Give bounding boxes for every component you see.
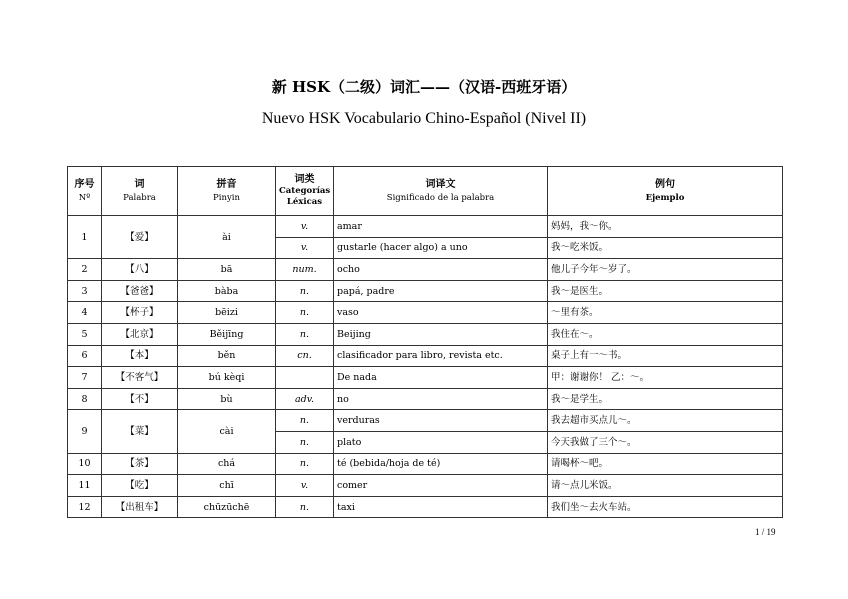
entry-translation: papá, padre <box>334 280 548 302</box>
header-translation <box>334 167 548 216</box>
table-row <box>68 496 783 518</box>
entry-word: 【不客气】 <box>102 367 178 389</box>
entry-pinyin: chūzūchē <box>178 496 276 518</box>
entry-pinyin: běn <box>178 345 276 367</box>
entry-pinyin: bàba <box>178 280 276 302</box>
entry-pos: n. <box>276 323 334 345</box>
entry-pos: n. <box>276 431 334 453</box>
entry-number: 3 <box>68 280 102 302</box>
entry-number: 2 <box>68 259 102 281</box>
entry-example: 妈妈，我～你。 <box>548 216 783 238</box>
page-number: 1 / 19 <box>755 527 776 537</box>
entry-word: 【北京】 <box>102 323 178 345</box>
table-row <box>68 475 783 497</box>
vocabulary-table <box>67 166 783 518</box>
entry-pinyin: chī <box>178 475 276 497</box>
header-category-es: Categorías Léxicas <box>279 186 331 207</box>
entry-example: 请～点儿米饭。 <box>548 475 783 497</box>
entry-example: 桌子上有一～书。 <box>548 345 783 367</box>
entry-example: 我～是学生。 <box>548 388 783 410</box>
entry-example: 请喝杯～吧。 <box>548 453 783 475</box>
table-header-row <box>68 167 783 216</box>
entry-example: 我住在～。 <box>548 323 783 345</box>
header-word <box>102 167 178 216</box>
entry-word: 【爱】 <box>102 216 178 259</box>
entry-translation: comer <box>334 475 548 497</box>
table-row <box>68 453 783 475</box>
entry-number: 6 <box>68 345 102 367</box>
entry-example: 今天我做了三个～。 <box>548 431 783 453</box>
header-number-es: Nº <box>78 192 91 203</box>
header-pinyin-es: Pinyin <box>213 192 240 203</box>
entry-example: 我～吃米饭。 <box>548 237 783 259</box>
header-translation-es: Significado de la palabra <box>386 192 495 203</box>
header-category-zh: 词类 <box>294 174 315 185</box>
entry-pos: n. <box>276 453 334 475</box>
entry-pos: n. <box>276 496 334 518</box>
entry-translation: gustarle (hacer algo) a uno <box>334 237 548 259</box>
entry-word: 【杯子】 <box>102 302 178 324</box>
header-example-es: Ejemplo <box>645 192 685 203</box>
entry-example: 我～是医生。 <box>548 280 783 302</box>
entry-number: 7 <box>68 367 102 389</box>
entry-pos: adv. <box>276 388 334 410</box>
header-word-es: Palabra <box>123 192 156 203</box>
header-translation-zh: 词译文 <box>425 178 456 190</box>
header-example-zh: 例句 <box>655 178 675 190</box>
entry-pos: v. <box>276 475 334 497</box>
table-row <box>68 259 783 281</box>
entry-word: 【本】 <box>102 345 178 367</box>
header-number-zh: 序号 <box>74 178 95 190</box>
table-row <box>68 367 783 389</box>
entry-translation: ocho <box>334 259 548 281</box>
entry-pos: v. <box>276 237 334 259</box>
header-pinyin <box>178 167 276 216</box>
entry-pos: num. <box>276 259 334 281</box>
entry-translation: té (bebida/hoja de té) <box>334 453 548 475</box>
entry-translation: clasificador para libro, revista etc. <box>334 345 548 367</box>
entry-pos <box>276 367 334 389</box>
entry-word: 【吃】 <box>102 475 178 497</box>
table-row <box>68 280 783 302</box>
table-body <box>68 216 783 518</box>
entry-translation: De nada <box>334 367 548 389</box>
header-word-zh: 词 <box>134 178 145 190</box>
table-row <box>68 410 783 432</box>
entry-translation: vaso <box>334 302 548 324</box>
entry-example: 我们坐～去火车站。 <box>548 496 783 518</box>
entry-word: 【茶】 <box>102 453 178 475</box>
entry-word: 【不】 <box>102 388 178 410</box>
entry-translation: plato <box>334 431 548 453</box>
entry-pos: cn. <box>276 345 334 367</box>
entry-number: 12 <box>68 496 102 518</box>
entry-number: 8 <box>68 388 102 410</box>
entry-example: 我去超市买点儿～。 <box>548 410 783 432</box>
entry-number: 1 <box>68 216 102 259</box>
entry-example: ～里有茶。 <box>548 302 783 324</box>
entry-pinyin: bēizi <box>178 302 276 324</box>
header-pinyin-zh: 拼音 <box>216 178 237 190</box>
entry-number: 5 <box>68 323 102 345</box>
table-row <box>68 323 783 345</box>
entry-word: 【菜】 <box>102 410 178 453</box>
entry-pinyin: cài <box>178 410 276 453</box>
table-row <box>68 345 783 367</box>
entry-pos: n. <box>276 302 334 324</box>
entry-pos: n. <box>276 410 334 432</box>
entry-translation: amar <box>334 216 548 238</box>
header-category <box>276 167 334 216</box>
table-row <box>68 302 783 324</box>
page-title-spanish: Nuevo HSK Vocabulario Chino-Español (Nivel II) <box>261 110 587 127</box>
entry-pinyin: chá <box>178 453 276 475</box>
entry-word: 【出租车】 <box>102 496 178 518</box>
entry-word: 【爸爸】 <box>102 280 178 302</box>
entry-word: 【八】 <box>102 259 178 281</box>
entry-pinyin: bā <box>178 259 276 281</box>
header-example <box>548 167 783 216</box>
entry-number: 9 <box>68 410 102 453</box>
entry-translation: Beijing <box>334 323 548 345</box>
page-title-chinese: 新 HSK（二级）词汇——（汉语-西班牙语） <box>271 78 577 96</box>
entry-example: 他儿子今年～岁了。 <box>548 259 783 281</box>
header-number <box>68 167 102 216</box>
entry-number: 10 <box>68 453 102 475</box>
entry-pos: n. <box>276 280 334 302</box>
table-row <box>68 216 783 238</box>
entry-translation: verduras <box>334 410 548 432</box>
entry-pinyin: bù <box>178 388 276 410</box>
entry-pos: v. <box>276 216 334 238</box>
table-row <box>68 388 783 410</box>
entry-number: 11 <box>68 475 102 497</box>
entry-translation: taxi <box>334 496 548 518</box>
entry-translation: no <box>334 388 548 410</box>
entry-pinyin: Běijīng <box>178 323 276 345</box>
entry-example: 甲：谢谢你！ 乙：～。 <box>548 367 783 389</box>
entry-number: 4 <box>68 302 102 324</box>
entry-pinyin: bú kèqi <box>178 367 276 389</box>
entry-pinyin: ài <box>178 216 276 259</box>
